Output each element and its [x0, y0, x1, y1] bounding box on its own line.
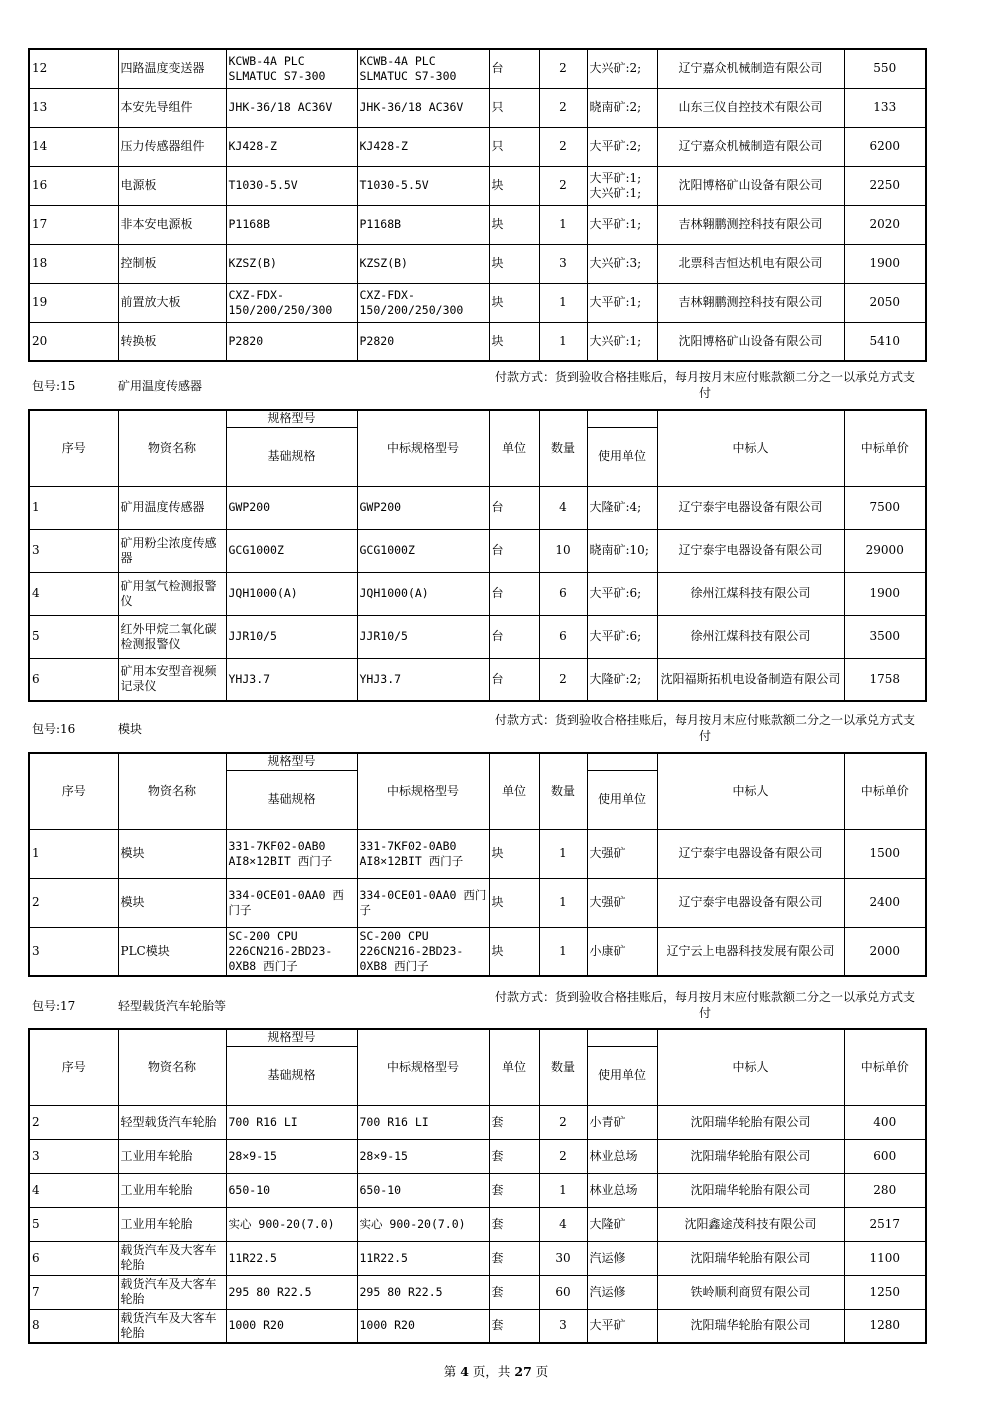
cell-spec: P1168B — [226, 205, 357, 244]
cell-qty: 2 — [539, 166, 587, 205]
header-user-top — [587, 410, 657, 427]
cell-qty: 2 — [539, 1139, 587, 1173]
cell-winner: 辽宁嘉众机械制造有限公司 — [657, 49, 844, 88]
cell-model: 700 R16 LI — [357, 1105, 489, 1139]
header-qty: 数量 — [539, 753, 587, 829]
cell-price: 5410 — [844, 322, 926, 361]
cell-price: 7500 — [844, 486, 926, 529]
cell-price: 1500 — [844, 829, 926, 878]
table-body — [29, 1105, 926, 1343]
cell-no: 5 — [29, 1207, 118, 1241]
cell-spec: GCG1000Z — [226, 529, 357, 572]
cell-price: 2250 — [844, 166, 926, 205]
header-winner: 中标人 — [657, 1029, 844, 1105]
package-label: 包号:15 — [32, 379, 76, 393]
cell-spec: YHJ3.7 — [226, 658, 357, 701]
cell-model: T1030-5.5V — [357, 166, 489, 205]
cell-spec: JJR10/5 — [226, 615, 357, 658]
cell-no: 6 — [29, 1241, 118, 1275]
cell-winner: 辽宁泰宇电器设备有限公司 — [657, 529, 844, 572]
cell-spec: 28×9-15 — [226, 1139, 357, 1173]
cell-model: P2820 — [357, 322, 489, 361]
cell-name: 转换板 — [118, 322, 226, 361]
footer-suffix: 页 — [535, 1364, 549, 1379]
table-body — [29, 829, 926, 976]
cell-name: 压力传感器组件 — [118, 127, 226, 166]
table-row — [29, 486, 926, 529]
cell-no: 18 — [29, 244, 118, 283]
cell-unit: 套 — [489, 1275, 539, 1309]
cell-user: 小青矿 — [587, 1105, 657, 1139]
cell-model: KJ428-Z — [357, 127, 489, 166]
cell-model: 331-7KF02-0AB0 AI8×12BIT 西门子 — [357, 829, 489, 878]
cell-price: 400 — [844, 1105, 926, 1139]
header-model: 中标规格型号 — [357, 753, 489, 829]
page-footer — [0, 1362, 992, 1380]
cell-unit: 块 — [489, 205, 539, 244]
cell-qty: 4 — [539, 486, 587, 529]
cell-user: 林业总场 — [587, 1139, 657, 1173]
cell-model: GCG1000Z — [357, 529, 489, 572]
cell-price: 6200 — [844, 127, 926, 166]
cell-name: 控制板 — [118, 244, 226, 283]
cell-name: 载货汽车及大客车轮胎 — [118, 1309, 226, 1343]
cell-unit: 块 — [489, 244, 539, 283]
header-winner: 中标人 — [657, 410, 844, 486]
package-header — [32, 997, 227, 1014]
table-row — [29, 878, 926, 927]
cell-user: 小康矿 — [587, 927, 657, 976]
table-row — [29, 572, 926, 615]
table-row — [29, 88, 926, 127]
cell-spec: KJ428-Z — [226, 127, 357, 166]
cell-user: 大平矿:1; — [587, 283, 657, 322]
cell-user: 大平矿:2; — [587, 127, 657, 166]
cell-no: 1 — [29, 486, 118, 529]
cell-no: 2 — [29, 1105, 118, 1139]
header-user-top — [587, 753, 657, 770]
table-row — [29, 529, 926, 572]
cell-winner: 辽宁云上电器科技发展有限公司 — [657, 927, 844, 976]
table-row — [29, 1105, 926, 1139]
cell-spec: 650-10 — [226, 1173, 357, 1207]
cell-unit: 套 — [489, 1173, 539, 1207]
cell-user: 大兴矿:1; — [587, 322, 657, 361]
cell-user: 大平矿:6; — [587, 615, 657, 658]
cell-price: 1900 — [844, 244, 926, 283]
table-row — [29, 322, 926, 361]
cell-model: JJR10/5 — [357, 615, 489, 658]
table-body — [29, 486, 926, 701]
cell-price: 133 — [844, 88, 926, 127]
cell-name: 非本安电源板 — [118, 205, 226, 244]
cell-no: 1 — [29, 829, 118, 878]
cell-no: 17 — [29, 205, 118, 244]
cell-winner: 吉林翱鹏测控科技有限公司 — [657, 283, 844, 322]
cell-model: 334-0CE01-0AA0 西门子 — [357, 878, 489, 927]
table-row — [29, 49, 926, 88]
cell-spec: 334-0CE01-0AA0 西门子 — [226, 878, 357, 927]
cell-winner: 沈阳鑫途茂科技有限公司 — [657, 1207, 844, 1241]
cell-spec: 331-7KF02-0AB0 AI8×12BIT 西门子 — [226, 829, 357, 878]
table-row — [29, 1173, 926, 1207]
header-price: 中标单价 — [844, 753, 926, 829]
header-unit: 单位 — [489, 753, 539, 829]
package-label: 包号:17 — [32, 999, 76, 1013]
cell-spec: 295 80 R22.5 — [226, 1275, 357, 1309]
header-user: 使用单位 — [587, 427, 657, 486]
cell-name: 矿用粉尘浓度传感器 — [118, 529, 226, 572]
cell-model: SC-200 CPU 226CN216-2BD23-0XB8 西门子 — [357, 927, 489, 976]
header-no: 序号 — [29, 753, 118, 829]
header-spec: 基础规格 — [226, 1046, 357, 1105]
cell-model: KCWB-4A PLC SLMATUC S7-300 — [357, 49, 489, 88]
header-user-top — [587, 1029, 657, 1046]
cell-spec: KZSZ(B) — [226, 244, 357, 283]
table-package-15 — [28, 409, 927, 702]
cell-price: 2400 — [844, 878, 926, 927]
header-price: 中标单价 — [844, 1029, 926, 1105]
cell-winner: 吉林翱鹏测控科技有限公司 — [657, 205, 844, 244]
cell-user: 大强矿 — [587, 878, 657, 927]
table-row — [29, 283, 926, 322]
header-unit: 单位 — [489, 410, 539, 486]
cell-no: 5 — [29, 615, 118, 658]
cell-winner: 辽宁泰宇电器设备有限公司 — [657, 486, 844, 529]
header-spec-group: 规格型号 — [226, 753, 357, 770]
cell-name: 红外甲烷二氧化碳检测报警仪 — [118, 615, 226, 658]
cell-price: 2517 — [844, 1207, 926, 1241]
header-no: 序号 — [29, 1029, 118, 1105]
cell-winner: 山东三仪自控技术有限公司 — [657, 88, 844, 127]
cell-qty: 3 — [539, 244, 587, 283]
package-label: 包号:16 — [32, 722, 76, 736]
cell-no: 3 — [29, 1139, 118, 1173]
cell-price: 1280 — [844, 1309, 926, 1343]
table-row — [29, 1139, 926, 1173]
cell-spec: T1030-5.5V — [226, 166, 357, 205]
cell-name: 本安先导组件 — [118, 88, 226, 127]
cell-qty: 1 — [539, 878, 587, 927]
cell-winner: 沈阳瑞华轮胎有限公司 — [657, 1139, 844, 1173]
cell-qty: 60 — [539, 1275, 587, 1309]
table-top — [28, 48, 927, 362]
cell-unit: 套 — [489, 1241, 539, 1275]
cell-unit: 套 — [489, 1139, 539, 1173]
cell-winner: 徐州江煤科技有限公司 — [657, 572, 844, 615]
cell-price: 600 — [844, 1139, 926, 1173]
package-title: 模块 — [118, 722, 143, 736]
cell-no: 8 — [29, 1309, 118, 1343]
cell-user: 大平矿:1; 大兴矿:1; — [587, 166, 657, 205]
cell-winner: 辽宁泰宇电器设备有限公司 — [657, 829, 844, 878]
cell-price: 1250 — [844, 1275, 926, 1309]
cell-qty: 10 — [539, 529, 587, 572]
cell-user: 晓南矿:10; — [587, 529, 657, 572]
cell-user: 大隆矿:2; — [587, 658, 657, 701]
cell-unit: 只 — [489, 127, 539, 166]
header-spec-group: 规格型号 — [226, 1029, 357, 1046]
cell-spec: 1000 R20 — [226, 1309, 357, 1343]
cell-qty: 1 — [539, 283, 587, 322]
cell-qty: 1 — [539, 829, 587, 878]
table-package-17 — [28, 1028, 927, 1344]
cell-winner: 辽宁嘉众机械制造有限公司 — [657, 127, 844, 166]
cell-spec: JHK-36/18 AC36V — [226, 88, 357, 127]
table-row — [29, 1207, 926, 1241]
package-header — [32, 377, 203, 394]
cell-spec: 实心 900-20(7.0) — [226, 1207, 357, 1241]
cell-qty: 2 — [539, 658, 587, 701]
cell-qty: 6 — [539, 572, 587, 615]
cell-model: GWP200 — [357, 486, 489, 529]
cell-spec: 11R22.5 — [226, 1241, 357, 1275]
cell-qty: 2 — [539, 1105, 587, 1139]
header-spec: 基础规格 — [226, 770, 357, 829]
cell-user: 大平矿:6; — [587, 572, 657, 615]
table-package-16 — [28, 752, 927, 977]
header-name: 物资名称 — [118, 410, 226, 486]
cell-unit: 套 — [489, 1309, 539, 1343]
cell-model: 28×9-15 — [357, 1139, 489, 1173]
cell-name: 矿用温度传感器 — [118, 486, 226, 529]
header-model: 中标规格型号 — [357, 410, 489, 486]
page-number: 4 — [460, 1364, 469, 1379]
cell-qty: 3 — [539, 1309, 587, 1343]
cell-unit: 只 — [489, 88, 539, 127]
footer-mid: 页，共 — [472, 1364, 511, 1379]
cell-unit: 台 — [489, 486, 539, 529]
cell-qty: 4 — [539, 1207, 587, 1241]
page-total: 27 — [514, 1364, 532, 1379]
cell-winner: 沈阳博格矿山设备有限公司 — [657, 166, 844, 205]
header-name: 物资名称 — [118, 753, 226, 829]
cell-name: 四路温度变送器 — [118, 49, 226, 88]
cell-qty: 2 — [539, 88, 587, 127]
cell-price: 29000 — [844, 529, 926, 572]
table-row — [29, 1309, 926, 1343]
cell-qty: 2 — [539, 127, 587, 166]
cell-spec: P2820 — [226, 322, 357, 361]
cell-name: 轻型载货汽车轮胎 — [118, 1105, 226, 1139]
table-row — [29, 244, 926, 283]
cell-unit: 块 — [489, 829, 539, 878]
cell-price: 1100 — [844, 1241, 926, 1275]
header-user: 使用单位 — [587, 1046, 657, 1105]
cell-no: 16 — [29, 166, 118, 205]
cell-qty: 2 — [539, 49, 587, 88]
cell-model: KZSZ(B) — [357, 244, 489, 283]
table-row — [29, 1275, 926, 1309]
header-no: 序号 — [29, 410, 118, 486]
cell-price: 550 — [844, 49, 926, 88]
cell-spec: JQH1000(A) — [226, 572, 357, 615]
cell-unit: 套 — [489, 1105, 539, 1139]
cell-winner: 铁岭顺利商贸有限公司 — [657, 1275, 844, 1309]
footer-prefix: 第 — [443, 1364, 457, 1379]
cell-no: 12 — [29, 49, 118, 88]
payment-terms: 付款方式：货到验收合格挂账后，每月按月末应付账款额二分之一以承兑方式支付 — [494, 713, 915, 743]
cell-price: 1758 — [844, 658, 926, 701]
cell-user: 大隆矿:4; — [587, 486, 657, 529]
cell-model: 650-10 — [357, 1173, 489, 1207]
package-title: 矿用温度传感器 — [118, 379, 203, 393]
cell-name: 前置放大板 — [118, 283, 226, 322]
cell-price: 280 — [844, 1173, 926, 1207]
cell-price: 2000 — [844, 927, 926, 976]
cell-name: 载货汽车及大客车轮胎 — [118, 1241, 226, 1275]
cell-name: 工业用车轮胎 — [118, 1173, 226, 1207]
cell-spec: GWP200 — [226, 486, 357, 529]
cell-no: 20 — [29, 322, 118, 361]
header-user: 使用单位 — [587, 770, 657, 829]
cell-no: 3 — [29, 927, 118, 976]
header-winner: 中标人 — [657, 753, 844, 829]
cell-model: 295 80 R22.5 — [357, 1275, 489, 1309]
cell-name: 工业用车轮胎 — [118, 1139, 226, 1173]
cell-name: 电源板 — [118, 166, 226, 205]
cell-price: 3500 — [844, 615, 926, 658]
cell-winner: 北票科吉恒达机电有限公司 — [657, 244, 844, 283]
table-row — [29, 127, 926, 166]
package-title: 轻型载货汽车轮胎等 — [118, 999, 227, 1013]
cell-name: 矿用氢气检测报警仪 — [118, 572, 226, 615]
table-row — [29, 205, 926, 244]
cell-user: 汽运修 — [587, 1241, 657, 1275]
cell-unit: 块 — [489, 927, 539, 976]
cell-winner: 沈阳瑞华轮胎有限公司 — [657, 1105, 844, 1139]
cell-winner: 沈阳瑞华轮胎有限公司 — [657, 1173, 844, 1207]
cell-spec: 700 R16 LI — [226, 1105, 357, 1139]
cell-model: 11R22.5 — [357, 1241, 489, 1275]
cell-price: 2050 — [844, 283, 926, 322]
cell-winner: 沈阳博格矿山设备有限公司 — [657, 322, 844, 361]
cell-winner: 沈阳福斯拓机电设备制造有限公司 — [657, 658, 844, 701]
cell-name: 矿用本安型音视频记录仪 — [118, 658, 226, 701]
table-row — [29, 658, 926, 701]
cell-name: 载货汽车及大客车轮胎 — [118, 1275, 226, 1309]
cell-qty: 1 — [539, 205, 587, 244]
cell-unit: 台 — [489, 529, 539, 572]
cell-user: 大强矿 — [587, 829, 657, 878]
cell-unit: 块 — [489, 166, 539, 205]
table-header — [29, 753, 926, 829]
cell-winner: 徐州江煤科技有限公司 — [657, 615, 844, 658]
cell-name: 工业用车轮胎 — [118, 1207, 226, 1241]
cell-unit: 块 — [489, 878, 539, 927]
cell-unit: 台 — [489, 658, 539, 701]
cell-qty: 30 — [539, 1241, 587, 1275]
cell-no: 7 — [29, 1275, 118, 1309]
cell-model: 实心 900-20(7.0) — [357, 1207, 489, 1241]
cell-user: 大平矿 — [587, 1309, 657, 1343]
cell-model: CXZ-FDX-150/200/250/300 — [357, 283, 489, 322]
cell-user: 大兴矿:3; — [587, 244, 657, 283]
cell-no: 4 — [29, 572, 118, 615]
cell-unit: 块 — [489, 322, 539, 361]
cell-no: 4 — [29, 1173, 118, 1207]
cell-qty: 1 — [539, 927, 587, 976]
table-row — [29, 829, 926, 878]
cell-user: 大兴矿:2; — [587, 49, 657, 88]
header-unit: 单位 — [489, 1029, 539, 1105]
cell-unit: 台 — [489, 572, 539, 615]
cell-qty: 1 — [539, 1173, 587, 1207]
cell-name: 模块 — [118, 829, 226, 878]
cell-no: 13 — [29, 88, 118, 127]
header-price: 中标单价 — [844, 410, 926, 486]
cell-winner: 沈阳瑞华轮胎有限公司 — [657, 1309, 844, 1343]
cell-spec: KCWB-4A PLC SLMATUC S7-300 — [226, 49, 357, 88]
cell-user: 大平矿:1; — [587, 205, 657, 244]
cell-unit: 台 — [489, 49, 539, 88]
cell-user: 大隆矿 — [587, 1207, 657, 1241]
cell-price: 2020 — [844, 205, 926, 244]
cell-price: 1900 — [844, 572, 926, 615]
header-model: 中标规格型号 — [357, 1029, 489, 1105]
cell-model: P1168B — [357, 205, 489, 244]
table-row — [29, 615, 926, 658]
payment-terms: 付款方式：货到验收合格挂账后，每月按月末应付账款额二分之一以承兑方式支付 — [494, 990, 915, 1020]
cell-model: JHK-36/18 AC36V — [357, 88, 489, 127]
header-spec: 基础规格 — [226, 427, 357, 486]
cell-unit: 套 — [489, 1207, 539, 1241]
table-header — [29, 410, 926, 486]
cell-winner: 沈阳瑞华轮胎有限公司 — [657, 1241, 844, 1275]
cell-user: 林业总场 — [587, 1173, 657, 1207]
table-row — [29, 927, 926, 976]
cell-no: 14 — [29, 127, 118, 166]
cell-qty: 6 — [539, 615, 587, 658]
header-qty: 数量 — [539, 410, 587, 486]
cell-user: 汽运修 — [587, 1275, 657, 1309]
table-header — [29, 1029, 926, 1105]
cell-spec: CXZ-FDX-150/200/250/300 — [226, 283, 357, 322]
cell-model: 1000 R20 — [357, 1309, 489, 1343]
header-name: 物资名称 — [118, 1029, 226, 1105]
payment-terms: 付款方式：货到验收合格挂账后，每月按月末应付账款额二分之一以承兑方式支付 — [494, 370, 915, 400]
header-spec-group: 规格型号 — [226, 410, 357, 427]
cell-winner: 辽宁泰宇电器设备有限公司 — [657, 878, 844, 927]
cell-qty: 1 — [539, 322, 587, 361]
cell-no: 19 — [29, 283, 118, 322]
cell-no: 3 — [29, 529, 118, 572]
cell-unit: 块 — [489, 283, 539, 322]
table-row — [29, 1241, 926, 1275]
cell-spec: SC-200 CPU 226CN216-2BD23-0XB8 西门子 — [226, 927, 357, 976]
cell-model: YHJ3.7 — [357, 658, 489, 701]
cell-no: 6 — [29, 658, 118, 701]
header-qty: 数量 — [539, 1029, 587, 1105]
cell-user: 晓南矿:2; — [587, 88, 657, 127]
cell-unit: 台 — [489, 615, 539, 658]
cell-name: 模块 — [118, 878, 226, 927]
cell-name: PLC模块 — [118, 927, 226, 976]
cell-model: JQH1000(A) — [357, 572, 489, 615]
cell-no: 2 — [29, 878, 118, 927]
package-header — [32, 720, 143, 737]
table-row — [29, 166, 926, 205]
